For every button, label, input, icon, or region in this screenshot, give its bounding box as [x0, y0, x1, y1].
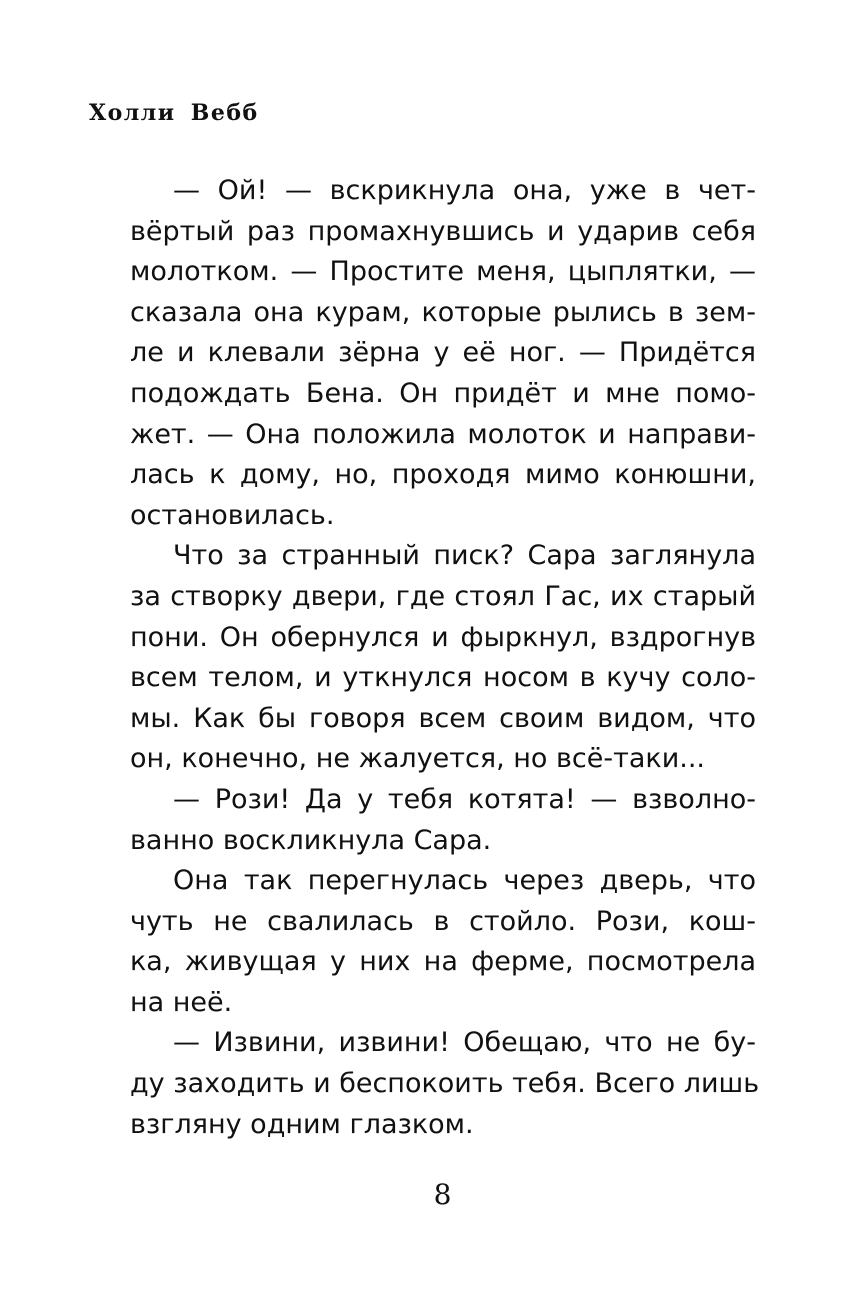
text-line: на неё. [130, 986, 233, 1018]
page-number: 8 [433, 1178, 452, 1211]
text-line: чуть не свалилась в стойло. Рози, кош- [130, 905, 756, 937]
text-line: жет. — Она положила молоток и направи- [130, 418, 756, 450]
paragraph [130, 861, 756, 1023]
text-line: сказала она курам, которые рылись в зем- [130, 296, 756, 328]
text-line: мы. Как бы говоря всем своим видом, что [130, 702, 756, 734]
text-line: вёртый раз промахнувшись и ударив себя [130, 215, 756, 247]
text-line: Она так перегнулась через дверь, что [173, 865, 756, 897]
text-line: взгляну одним глазком. [130, 1108, 474, 1140]
text-line: — Ой! — вскрикнула она, уже в чет- [173, 175, 756, 206]
text-line: всем телом, и уткнулся носом в кучу соло- [130, 662, 756, 694]
text-line: ванно воскликнула Сара. [130, 824, 492, 856]
running-header-author: Холли Вебб [89, 100, 259, 126]
text-line: — Извини, извини! Обещаю, что не бу- [173, 1027, 756, 1059]
text-line: он, конечно, не жалуется, но всё-таки... [130, 743, 706, 775]
text-line: ду заходить и беспокоить тебя. Всего лишь [130, 1068, 760, 1100]
text-line: подождать Бена. Он придёт и мне помо- [130, 377, 756, 409]
body-text [130, 171, 760, 1145]
text-line: ка, живущая у них на ферме, посмотрела [130, 946, 756, 978]
text-line: — Рози! Да у тебя котята! — взволно- [173, 783, 756, 815]
paragraph [130, 1023, 760, 1145]
text-line: молотком. — Простите меня, цыплятки, — [130, 256, 756, 288]
paragraph [130, 536, 756, 780]
text-line: за створку двери, где стоял Гас, их старый [130, 580, 756, 612]
paragraph [130, 780, 756, 861]
text-line: остановилась. [130, 499, 335, 531]
text-line: Что за странный писк? Сара заглянула [173, 540, 756, 572]
paragraph [130, 171, 756, 536]
text-line: пони. Он обернулся и фыркнул, вздрогнув [130, 621, 756, 653]
text-line: лась к дому, но, проходя мимо конюшни, [130, 459, 756, 491]
text-line: ле и клевали зёрна у её ног. — Придётся [130, 337, 756, 369]
